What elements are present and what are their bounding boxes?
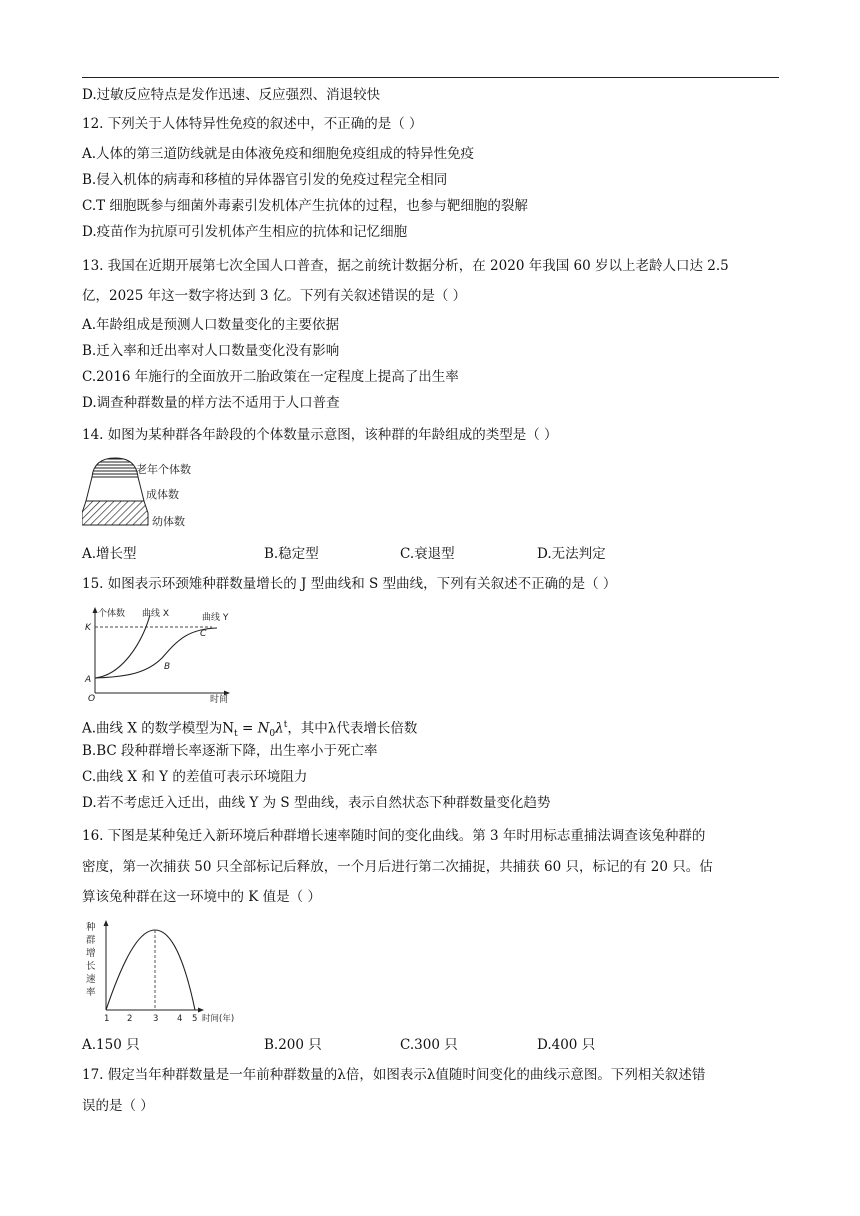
q16-option-b: B.200 只 (264, 1037, 322, 1053)
y-label-char: 群 (86, 935, 96, 946)
q12-option-d: D.疫苗作为抗原可引发机体产生相应的抗体和记忆细胞 (82, 224, 408, 240)
old-segment (92, 458, 138, 477)
q14-option-a: A.增长型 (82, 546, 137, 562)
q17-stem-line2: 误的是（ ） (82, 1098, 154, 1114)
q14-stem: 14. 如图为某种群各年龄段的个体数量示意图，该种群的年龄组成的类型是（ ） (82, 427, 558, 443)
y-label-char: 率 (86, 987, 96, 998)
q16-option-a: A.150 只 (82, 1037, 140, 1053)
header-rule (82, 77, 779, 78)
curve-y-label: 曲线 Y (202, 613, 229, 623)
q17-stem-line1: 17. 假定当年种群数量是一年前种群数量的λ倍，如图表示λ值随时间变化的曲线示意图。下列相关叙述错 (82, 1067, 706, 1083)
q12-stem: 12. 下列关于人体特异性免疫的叙述中，不正确的是（ ） (82, 116, 423, 132)
y-label-char: 增 (86, 948, 96, 959)
y-label-char: 种 (86, 922, 96, 933)
growth-curves-figure (82, 603, 232, 703)
point-b-label: B (164, 662, 171, 672)
q13-option-b: B.迁入率和迁出率对人口数量变化没有影响 (82, 343, 340, 359)
point-c-label: C (200, 629, 207, 639)
k-label: K (85, 623, 91, 633)
q12-option-c: C.T 细胞既参与细菌外毒素引发机体产生抗体的过程，也参与靶细胞的裂解 (82, 198, 528, 214)
x-tick: 4 (177, 1014, 183, 1024)
origin-label: O (88, 694, 96, 703)
q15-option-c: C.曲线 X 和 Y 的差值可表示环境阻力 (82, 769, 308, 785)
growth-rate-curve (106, 930, 195, 1010)
q14-option-d: D.无法判定 (537, 546, 606, 562)
q16-option-d: D.400 只 (537, 1037, 596, 1053)
q14-option-c: C.衰退型 (400, 546, 455, 562)
q16-stem-line3: 算该兔种群在这一环境中的 K 值是（ ） (82, 889, 321, 905)
q11-option-d: D.过敏反应特点是发作迅速、反应强烈、消退较快 (82, 87, 381, 103)
curve-x (95, 615, 150, 678)
x-tick: 1 (104, 1014, 110, 1024)
q16-stem-line2: 密度，第一次捕获 50 只全部标记后释放，一个月后进行第二次捕捉，共捕获 60 只，标记的有 20 只。估 (82, 859, 713, 875)
q14-option-b: B.稳定型 (264, 546, 319, 562)
y-axis-label: 个体数 (98, 609, 126, 619)
q13-stem-line2: 亿，2025 年这一数字将达到 3 亿。下列有关叙述错误的是（ ） (82, 288, 467, 304)
x-axis-label: 时间(年) (202, 1014, 235, 1024)
q13-option-a: A.年龄组成是预测人口数量变化的主要依据 (82, 317, 340, 333)
curve-x-label: 曲线 X (142, 609, 170, 619)
growth-rate-figure (82, 918, 262, 1028)
q16-stem-line1: 16. 下图是某种兔迁入新环境后种群增长速率随时间的变化曲线。第 3 年时用标志重捕法调查该兔种群的 (82, 828, 706, 844)
q15-option-d: D.若不考虑迁入迁出，曲线 Y 为 S 型曲线，表示自然状态下种群数量变化趋势 (82, 795, 551, 811)
q15-option-a: A.曲线 X 的数学模型为$N_t = N_0\lambda^t$，其中λ代表增长倍数 (82, 720, 418, 740)
young-segment (82, 501, 148, 525)
q15-stem: 15. 如图表示环颈雉种群数量增长的 J 型曲线和 S 型曲线，下列有关叙述不正确的是（ ） (82, 576, 617, 592)
q12-option-a: A.人体的第三道防线就是由体液免疫和细胞免疫组成的特异性免疫 (82, 146, 475, 162)
q12-option-b: B.侵入机体的病毒和移植的异体器官引发的免疫过程完全相同 (82, 172, 448, 188)
q15-option-b: B.BC 段种群增长率逐渐下降，出生率小于死亡率 (82, 743, 378, 759)
x-tick: 3 (153, 1014, 159, 1024)
q16-option-c: C.300 只 (400, 1037, 458, 1053)
y-label-char: 速 (86, 974, 96, 985)
adult-segment (86, 477, 144, 501)
q13-option-d: D.调查种群数量的样方法不适用于人口普查 (82, 395, 340, 411)
x-tick: 5 (192, 1014, 198, 1024)
age-structure-figure (82, 455, 202, 535)
label-young: 幼体数 (152, 515, 185, 528)
point-a-label: A (85, 675, 92, 685)
curve-y (95, 628, 217, 678)
y-label-char: 长 (86, 961, 96, 972)
q13-stem-line1: 13. 我国在近期开展第七次全国人口普查，据之前统计数据分析，在 2020 年我国 60 岁以上老龄人口达 2.5 (82, 258, 729, 274)
label-adult: 成体数 (146, 488, 179, 501)
q13-option-c: C.2016 年施行的全面放开二胎政策在一定程度上提高了出生率 (82, 369, 459, 385)
x-tick: 2 (127, 1014, 133, 1024)
label-old: 老年个体数 (136, 463, 191, 476)
x-axis-label: 时间 (210, 695, 229, 703)
